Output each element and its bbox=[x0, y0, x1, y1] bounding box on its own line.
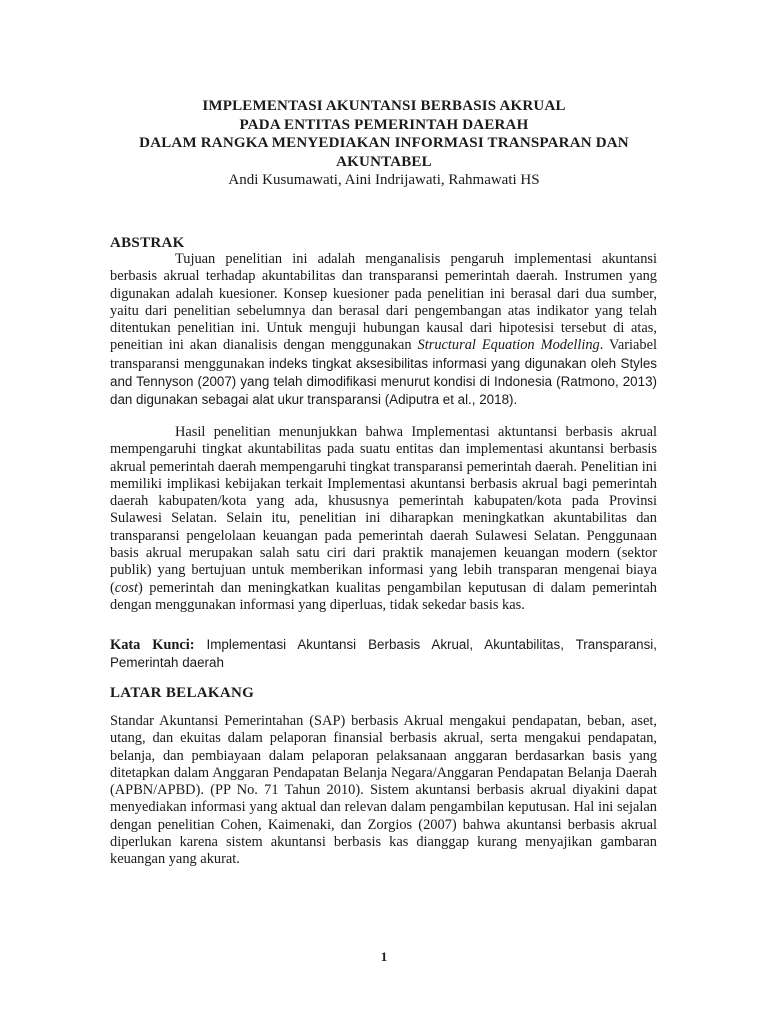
abstract-paragraph-2 bbox=[110, 424, 657, 614]
background-heading: LATAR BELAKANG bbox=[110, 685, 255, 701]
abstract-paragraph-1 bbox=[110, 251, 657, 410]
title-line-1: IMPLEMENTASI AKUNTANSI BERBASIS AKRUAL bbox=[202, 98, 566, 114]
title-line-3: DALAM RANGKA MENYEDIAKAN INFORMASI TRANSPARAN DAN bbox=[139, 135, 629, 151]
abstract-heading: ABSTRAK bbox=[110, 235, 185, 251]
title-line-4: AKUNTABEL bbox=[336, 153, 432, 170]
abstract-p1-sans-text: indeks tingkat aksesibilitas informasi yang digunakan oleh Styles and Tennyson (2007) yang telah dimodifikasi menurut kondisi di Indonesia (Ratmono, 2013) dan digunakan sebagai alat ukur transparansi (Adiputra et al., 2018). bbox=[110, 355, 657, 408]
keywords-text: Implementasi Akuntansi Berbasis Akrual, Akuntabilitas, Transparansi, Pemerintah daerah bbox=[110, 637, 657, 671]
title-line-2: PADA ENTITAS PEMERINTAH DAERAH bbox=[239, 116, 529, 133]
abstract-p1-text: Tujuan penelitian ini adalah menganalisis pengaruh implementasi akuntansi berbasis akrual terhadap akuntabilitas dan transparansi pemerintah daerah. Instrumen yang digunakan adalah kuesioner. Konsep kuesioner pada penelitian ini berasal dari dua sumber, yaitu dari penelitian sebelumnya dan berasal dari pengembangan atas indikator yang telah ditentukan penelitian ini. Untuk menguji hubungan kausal dari hipotesisi tersebut di atas, peneitian ini akan dianalisis dengan menggunakan bbox=[110, 251, 657, 354]
abstract-p2-text-end: ) pemerintah dan meningkatkan kualitas pengambilan keputusan di dalam pemerintah dengan menggunakan informasi yang diperluas, tidak sekedar basis kas. bbox=[110, 579, 657, 613]
page-number: 1 bbox=[380, 949, 388, 964]
abstract-p2-text: Hasil penelitian menunjukkan bahwa Implementasi aktuntansi berbasis akrual mempengaruhi tingkat akuntabilitas pada suatu entitas dan implementasi akuntansi berbasis akrual pemerintah daerah mempengaruhi tingkat transparansi pemerintah daerah. Penelitian ini memiliki implikasi kebijakan terkait Implementasi akuntansi berbasis akrual bagi pemerintah daerah kabupaten/kota yang ada, khususnya pemerintah kabupaten/kota pada Provinsi Sulawesi Selatan. Selain itu, penelitian ini diharapkan meningkatkan akuntabilitas dan transparansi pengelolaan keuangan pada pemerintah daerah Sulawesi Selatan. Penggunaan basis akrual merupakan salah satu ciri dari praktik manajemen keuangan modern (sektor publik) yang bertujuan untuk memberikan informasi yang lebih transparan mengenai biaya ( bbox=[110, 424, 657, 596]
abstract-p2-italic: cost bbox=[114, 579, 138, 596]
author-list: Andi Kusumawati, Aini Indrijawati, Rahmawati HS bbox=[228, 172, 540, 188]
keywords-label: Kata Kunci: bbox=[110, 637, 195, 653]
abstract-p1-italic: Structural Equation Modelling bbox=[417, 337, 600, 354]
paper-title bbox=[110, 97, 658, 171]
abstract-p1-text-end: . Variabel transparansi menggunakan bbox=[110, 337, 657, 372]
keywords bbox=[110, 636, 657, 673]
background-paragraph: Standar Akuntansi Pemerintahan (SAP) berbasis Akrual mengakui pendapatan, beban, aset, utang, dan ekuitas dalam pelaporan finansial berbasis akrual, serta mengakui pendapatan, belanja, dan pembiayaan dalam pelaporan pelaksanaan anggaran berdasarkan basis yang ditetapkan dalam Anggaran Pendapatan Belanja Negara/Anggaran Pendapatan Belanja Daerah (APBN/APBD). (PP No. 71 Tahun 2010). Sistem akuntansi berbasis akrual diyakini dapat menyediakan informasi yang aktual dan relevan dalam pengambilan keputusan. Hal ini sejalan dengan penelitian Cohen, Kaimenaki, dan Zorgios (2007) bahwa akuntansi berbasis akrual diperlukan karena sistem akuntansi berbasis kas dianggap kurang menyajikan gambaran keuangan yang akurat. bbox=[110, 713, 657, 868]
